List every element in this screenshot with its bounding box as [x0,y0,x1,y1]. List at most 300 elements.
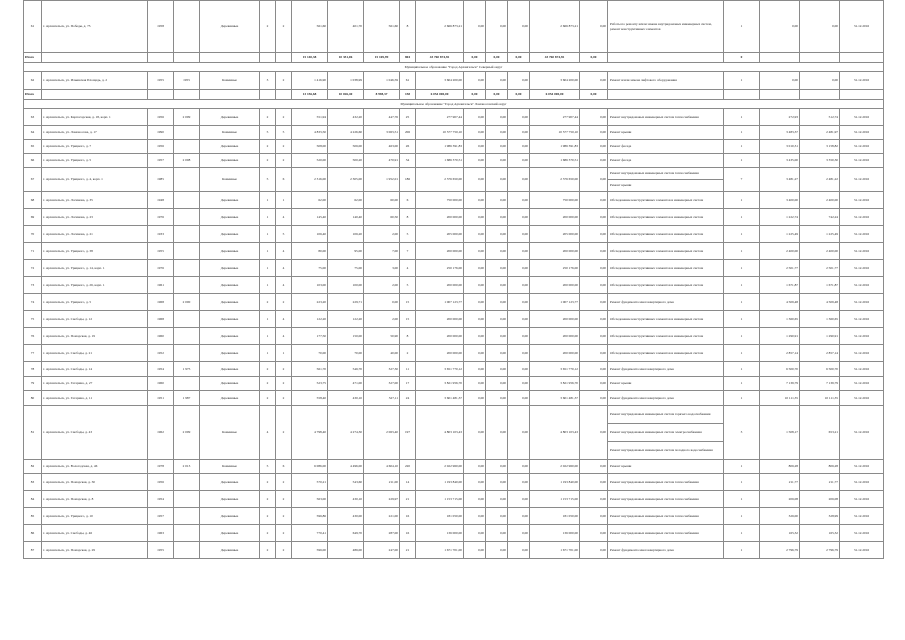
work-type: Обследование конструктивных элементов и инженерных систем [608,328,724,345]
deadline: 31.12.2016 [840,226,884,243]
total-area: 551,94 [292,109,328,126]
address: г. Архангельск, ул. Урицкого, д. 4, корп. 1 [42,168,148,192]
address: г. Архангельск, ул. Урицкого, д. 26, корп. 1 [42,277,148,294]
total-cost: 3 604 200,00 [416,72,464,90]
wall-material: Деревянные [200,140,260,154]
entrances: 4 [276,209,292,226]
year-built: 1962 [148,406,174,460]
address: г. Архангельск, ул. Свободы, д. 12 [42,311,148,328]
table-row [24,109,884,126]
residents: 8 [400,328,416,345]
floors: 5 [260,126,276,140]
total-other-funds: 0,00 [580,90,608,100]
cost-per-m2: 2 501,77 [760,260,800,277]
residential-area: 50,90 [364,328,400,345]
cost-per-m2: 7 139,79 [760,377,800,391]
max-cost-per-m2: 2 796,79 [800,542,840,559]
deadline: 31.12.2016 [840,328,884,345]
residential-area: 2 063,40 [364,406,400,460]
unit-count: 1 [724,72,760,90]
row-number: 78 [24,362,42,377]
fund-regional: 0,00 [486,154,508,168]
living-area: 486,00 [328,542,364,559]
residents: 15 [400,311,416,328]
address: г. Архангельск, ул. Ильинская Площадь, д. 2 [42,72,148,90]
fund-municipal: 0,00 [508,209,530,226]
table-row [24,243,884,260]
fund-municipal: 0,00 [508,140,530,154]
row-number: 67 [24,168,42,192]
address: г. Архангельск, ул. Победы, д. 75 [42,1,148,53]
fund-municipal: 0,00 [508,243,530,260]
unit-count: 1 [724,260,760,277]
table-row [24,126,884,140]
floors: 1 [260,226,276,243]
section-title: Муниципальное образование "Город Архангельск" Северный округ [24,63,884,72]
total-cost: 1 686 370,51 [416,154,464,168]
unit-count: 1 [724,328,760,345]
total-living-area: 10 026,40 [328,90,364,100]
total-floors [260,90,276,100]
residents: 14 [400,474,416,491]
capital-repair-table [23,0,884,559]
floors: 2 [260,525,276,542]
table-row [24,491,884,508]
unit-count: 1 [724,311,760,328]
wall-material: Каменные [200,168,260,192]
wall-material: Деревянные [200,362,260,377]
living-area: 2 305,00 [328,168,364,192]
max-cost-per-m2: 328,99 [800,508,840,525]
total-residential-area: 8 998,37 [364,90,400,100]
total-other-funds: 0,00 [580,53,608,63]
fund-regional: 0,00 [486,260,508,277]
row-number: 65 [24,140,42,154]
entrances: 6 [276,460,292,474]
total-year-reconstruction [174,90,200,100]
total-total-cost: 6 054 000,00 [416,90,464,100]
total-area: 561,60 [292,1,328,53]
total-area: 223,20 [292,294,328,311]
total-wall-material [200,53,260,63]
fund-regional: 0,00 [486,1,508,53]
fund-regional: 0,00 [486,226,508,243]
fund-municipal: 0,00 [508,1,530,53]
cost-per-m2: 4 509,48 [760,294,800,311]
year-built: 1985 [148,168,174,192]
total-cost: 200 000,00 [416,311,464,328]
total-cost: 200 000,00 [416,209,464,226]
residential-area: 287,00 [364,525,400,542]
cost-per-m2: 10 111,35 [760,391,800,406]
fund-regional: 0,00 [486,377,508,391]
row-number: 66 [24,154,42,168]
address: г. Архангельск, ул. Свободы, д. 46 [42,525,148,542]
residents: 206 [400,126,416,140]
fund-federal: 0,00 [464,260,486,277]
fund-owners: 2 022 960,00 [530,460,580,474]
residential-area: 3 063,51 [364,126,400,140]
max-cost-per-m2: 1 290,91 [800,328,840,345]
residential-area: 229,97 [364,491,400,508]
year-built: 1952 [148,345,174,362]
max-cost-per-m2: 742,24 [800,209,840,226]
residential-area: 3,00 [364,260,400,277]
total-fund-federal: 0,00 [464,53,486,63]
max-cost-per-m2: 2 481,97 [800,126,840,140]
fund-municipal: 0,00 [508,525,530,542]
other-funds: 0,00 [580,209,608,226]
work-type: Ремонт крыши [608,460,724,474]
other-funds: 0,00 [580,260,608,277]
entrances: 2 [276,109,292,126]
max-cost-per-m2: 2 400,00 [800,192,840,209]
work-type: Ремонт фасада [608,154,724,168]
other-funds: 0,00 [580,391,608,406]
work-type: Обследование конструктивных элементов и инженерных систем [608,209,724,226]
address: г. Архангельск, ул. Логинова, д. 23 [42,209,148,226]
work-type: Ремонт крыши [608,126,724,140]
fund-regional: 0,00 [486,508,508,525]
living-area: 1 038,99 [328,72,364,90]
address: г. Архангельск, ул. Вологодская, д. 46 [42,460,148,474]
total-work-type [608,53,724,63]
residential-area: 2,00 [364,311,400,328]
section-title: Муниципальное образование "Город Архангельск" Ломоносовский округ [24,100,884,109]
other-funds: 0,00 [580,542,608,559]
other-funds: 0,00 [580,109,608,126]
wall-material: Каменные [200,460,260,474]
total-fund-regional: 0,00 [486,53,508,63]
fund-federal: 0,00 [464,209,486,226]
fund-regional: 0,00 [486,362,508,377]
fund-municipal: 0,00 [508,474,530,491]
fund-owners: 3 604 200,00 [530,72,580,90]
entrances: 4 [276,311,292,328]
entrances: 2 [276,377,292,391]
wall-material: Деревянные [200,209,260,226]
max-cost-per-m2: 2 857,14 [800,345,840,362]
total-total-area: 13 156,68 [292,90,328,100]
max-cost-per-m2: 0,00 [800,72,840,90]
total-area: 1 416,90 [292,72,328,90]
year-reconstruction: 2 000 [174,294,200,311]
max-cost-per-m2: 1 671,87 [800,277,840,294]
unit-count: 1 [724,542,760,559]
living-area: 500,20 [328,154,364,168]
row-number: 72 [24,260,42,277]
row-number: 62 [24,72,42,90]
entrances: 2 [276,362,292,377]
total-cost: 10 577 750,10 [416,126,464,140]
cost-per-m2: 206,08 [760,491,800,508]
year-reconstruction [174,192,200,209]
fund-owners: 200 000,00 [530,328,580,345]
fund-federal: 0,00 [464,1,486,53]
table-row [24,72,884,90]
deadline: 31.12.2016 [840,140,884,154]
fund-municipal: 0,00 [508,260,530,277]
unit-count: 1 [724,126,760,140]
other-funds: 0,00 [580,126,608,140]
fund-federal: 0,00 [464,391,486,406]
table-row [24,209,884,226]
total-row-number: Итого [24,53,42,63]
deadline: 31.12.2016 [840,260,884,277]
total-area: 4 833,50 [292,126,328,140]
total-cost: 200 000,00 [416,243,464,260]
unit-count: 1 [724,243,760,260]
year-built: 1960 [148,377,174,391]
total-cost: 1 007 123,77 [416,294,464,311]
fund-federal: 0,00 [464,491,486,508]
fund-municipal: 0,00 [508,345,530,362]
total-area: 570,21 [292,474,328,491]
year-built: 1957 [148,154,174,168]
year-built: 1976 [148,260,174,277]
work-type: Обследование конструктивных элементов и инженерных систем [608,192,724,209]
wall-material: Деревянные [200,243,260,260]
deadline: 31.12.2016 [840,525,884,542]
total-fund-municipal: 0,00 [508,53,530,63]
residential-area: 1 046,59 [364,72,400,90]
entrances: 1 [276,345,292,362]
total-cost: 200 000,00 [416,345,464,362]
residential-area: 561,60 [364,1,400,53]
max-cost-per-m2: 7 139,79 [800,377,840,391]
unit-count: 1 [724,140,760,154]
fund-regional: 0,00 [486,243,508,260]
total-residential-area: 15 169,99 [364,53,400,63]
wall-material: Каменные [200,406,260,460]
year-built: 1956 [148,109,174,126]
total-area: 6 086,00 [292,460,328,474]
year-built: 1948 [148,192,174,209]
residential-area: 60,50 [364,209,400,226]
cost-per-m2: 165,32 [760,525,800,542]
living-area: 122,20 [328,311,364,328]
table-row [24,277,884,294]
residents: 7 [400,243,416,260]
year-built: 1961 [148,277,174,294]
row-number: 81 [24,406,42,460]
living-area: 100,00 [328,277,364,294]
wall-material: Деревянные [200,508,260,525]
living-area: 106,20 [328,226,364,243]
work-type: Работы по ремонту и/или замене внутридомовых инженерных систем, ремонт конструктивных элементов [608,1,724,53]
floors: 5 [260,168,276,192]
other-funds: 0,00 [580,474,608,491]
row-number: 86 [24,525,42,542]
total-area: 103,00 [292,277,328,294]
floors: 1 [260,328,276,345]
total-deadline [840,53,884,63]
year-reconstruction [174,508,200,525]
fund-federal: 0,00 [464,345,486,362]
fund-regional: 0,00 [486,311,508,328]
year-reconstruction [174,209,200,226]
wall-material: Деревянные [200,154,260,168]
work-type: Ремонт фундамента многоквартирного дома [608,362,724,377]
living-area: 471,00 [328,377,364,391]
total-fund-owners: 43 760 874,92 [530,53,580,63]
fund-regional: 0,00 [486,491,508,508]
cost-per-m2: 1 360,65 [760,311,800,328]
fund-owners: 250 176,00 [530,260,580,277]
residential-area: 2,00 [364,277,400,294]
living-area: 95,00 [328,243,364,260]
unit-count: 1 [724,362,760,377]
other-funds: 0,00 [580,192,608,209]
table-row [24,311,884,328]
total-residents: 158 [400,90,416,100]
year-reconstruction: 1955 [174,72,200,90]
work-type: Ремонт крыши [608,180,724,192]
row-number: 82 [24,460,42,474]
row-number: 79 [24,377,42,391]
fund-owners: 4 803 103,43 [530,406,580,460]
other-funds: 0,00 [580,460,608,474]
address: г. Архангельск, ул. Поморская, д. 29 [42,542,148,559]
deadline: 31.12.2016 [840,311,884,328]
fund-federal: 0,00 [464,226,486,243]
section-header-row [24,100,884,109]
other-funds: 0,00 [580,377,608,391]
floors: 1 [260,277,276,294]
total-cost: 2 022 960,00 [416,460,464,474]
living-area: 75,00 [328,260,364,277]
fund-municipal: 0,00 [508,542,530,559]
deadline: 31.12.2016 [840,362,884,377]
total-cost: 200 000,00 [416,328,464,345]
year-built: 1955 [148,72,174,90]
wall-material: Деревянные [200,491,260,508]
work-type: Обследование конструктивных элементов и инженерных систем [608,260,724,277]
entrances: 2 [276,391,292,406]
address: г. Архангельск, ул. Логинова, д. 21 [42,226,148,243]
wall-material: Деревянные [200,542,260,559]
fund-municipal: 0,00 [508,168,530,192]
entrances: 2 [276,508,292,525]
table-row [24,345,884,362]
residents: 61 [400,72,416,90]
floors: 5 [260,460,276,474]
cost-per-m2: 326,00 [760,508,800,525]
address: г. Архангельск, ул. Урицкого, д. 38 [42,243,148,260]
entrances: 4 [276,328,292,345]
fund-municipal: 0,00 [508,362,530,377]
fund-regional: 0,00 [486,391,508,406]
address: г. Архангельск, ул. Свободы, д. 43 [42,406,148,460]
max-cost-per-m2: 6 500,70 [800,362,840,377]
row-number: 70 [24,226,42,243]
year-built: 1956 [148,474,174,491]
row-number: 77 [24,345,42,362]
row-number: 75 [24,311,42,328]
fund-municipal: 0,00 [508,491,530,508]
living-area: 150,00 [328,328,364,345]
floors: 4 [260,406,276,460]
wall-material: Деревянные [200,294,260,311]
year-reconstruction [174,277,200,294]
entrances: 2 [276,474,292,491]
table-row [24,168,884,180]
deadline: 31.12.2016 [840,168,884,192]
row-number: 84 [24,491,42,508]
other-funds: 0,00 [580,294,608,311]
fund-owners: 200 000,00 [530,311,580,328]
fund-federal: 0,00 [464,406,486,460]
total-cost: 1 986 391,83 [416,140,464,154]
cost-per-m2: 1 671,87 [760,277,800,294]
other-funds: 0,00 [580,345,608,362]
unit-count: 1 [724,460,760,474]
work-type: Ремонт крыши [608,377,724,391]
year-built: 1954 [148,362,174,377]
entrances: 2 [276,72,292,90]
total-cost: 1 153 715,00 [416,491,464,508]
fund-municipal: 0,00 [508,508,530,525]
wall-material: Деревянные [200,525,260,542]
floors: 1 [260,192,276,209]
total-year-built [148,53,174,63]
deadline: 31.12.2016 [840,243,884,260]
fund-owners: 3 821 956,70 [530,377,580,391]
total-total-area: 15 140,38 [292,53,328,63]
fund-municipal: 0,00 [508,406,530,460]
total-row-number: Итого [24,90,42,100]
year-reconstruction: 1 975 [174,362,200,377]
work-type: Ремонт внутридомовых инженерных систем теплоснабжения [608,109,724,126]
unit-count: 1 [724,525,760,542]
total-area: 563,00 [292,491,328,508]
row-number: 85 [24,508,42,525]
entrances: 2 [276,542,292,559]
cost-per-m2: 3 010,31 [760,140,800,154]
total-area: 4 798,40 [292,406,328,460]
deadline: 31.12.2016 [840,277,884,294]
total-total-cost: 43 760 874,92 [416,53,464,63]
residents: 5 [400,226,416,243]
work-type: Ремонт внутридомовых инженерных систем теплоснабжения [608,508,724,525]
table-row [24,226,884,243]
total-fund-federal: 0,00 [464,90,486,100]
fund-federal: 0,00 [464,294,486,311]
total-cost: 4 803 103,43 [416,406,464,460]
entrances: 2 [276,491,292,508]
other-funds: 0,00 [580,491,608,508]
fund-federal: 0,00 [464,525,486,542]
residents: 4 [400,260,416,277]
year-reconstruction [174,126,200,140]
total-entrances [276,90,292,100]
floors: 2 [260,391,276,406]
deadline: 31.12.2016 [840,294,884,311]
total-work-type [608,90,724,100]
cost-per-m2: 3 481,27 [760,168,800,192]
fund-owners: 1 153 715,00 [530,491,580,508]
living-area: 430,10 [328,391,364,406]
cost-per-m2: 2 400,00 [760,243,800,260]
fund-regional: 0,00 [486,192,508,209]
table-row [24,542,884,559]
table-row [24,377,884,391]
floors: 1 [260,209,276,226]
total-year-built [148,90,174,100]
wall-material: Деревянные [200,109,260,126]
total-area: 561,70 [292,362,328,377]
fund-municipal: 0,00 [508,294,530,311]
